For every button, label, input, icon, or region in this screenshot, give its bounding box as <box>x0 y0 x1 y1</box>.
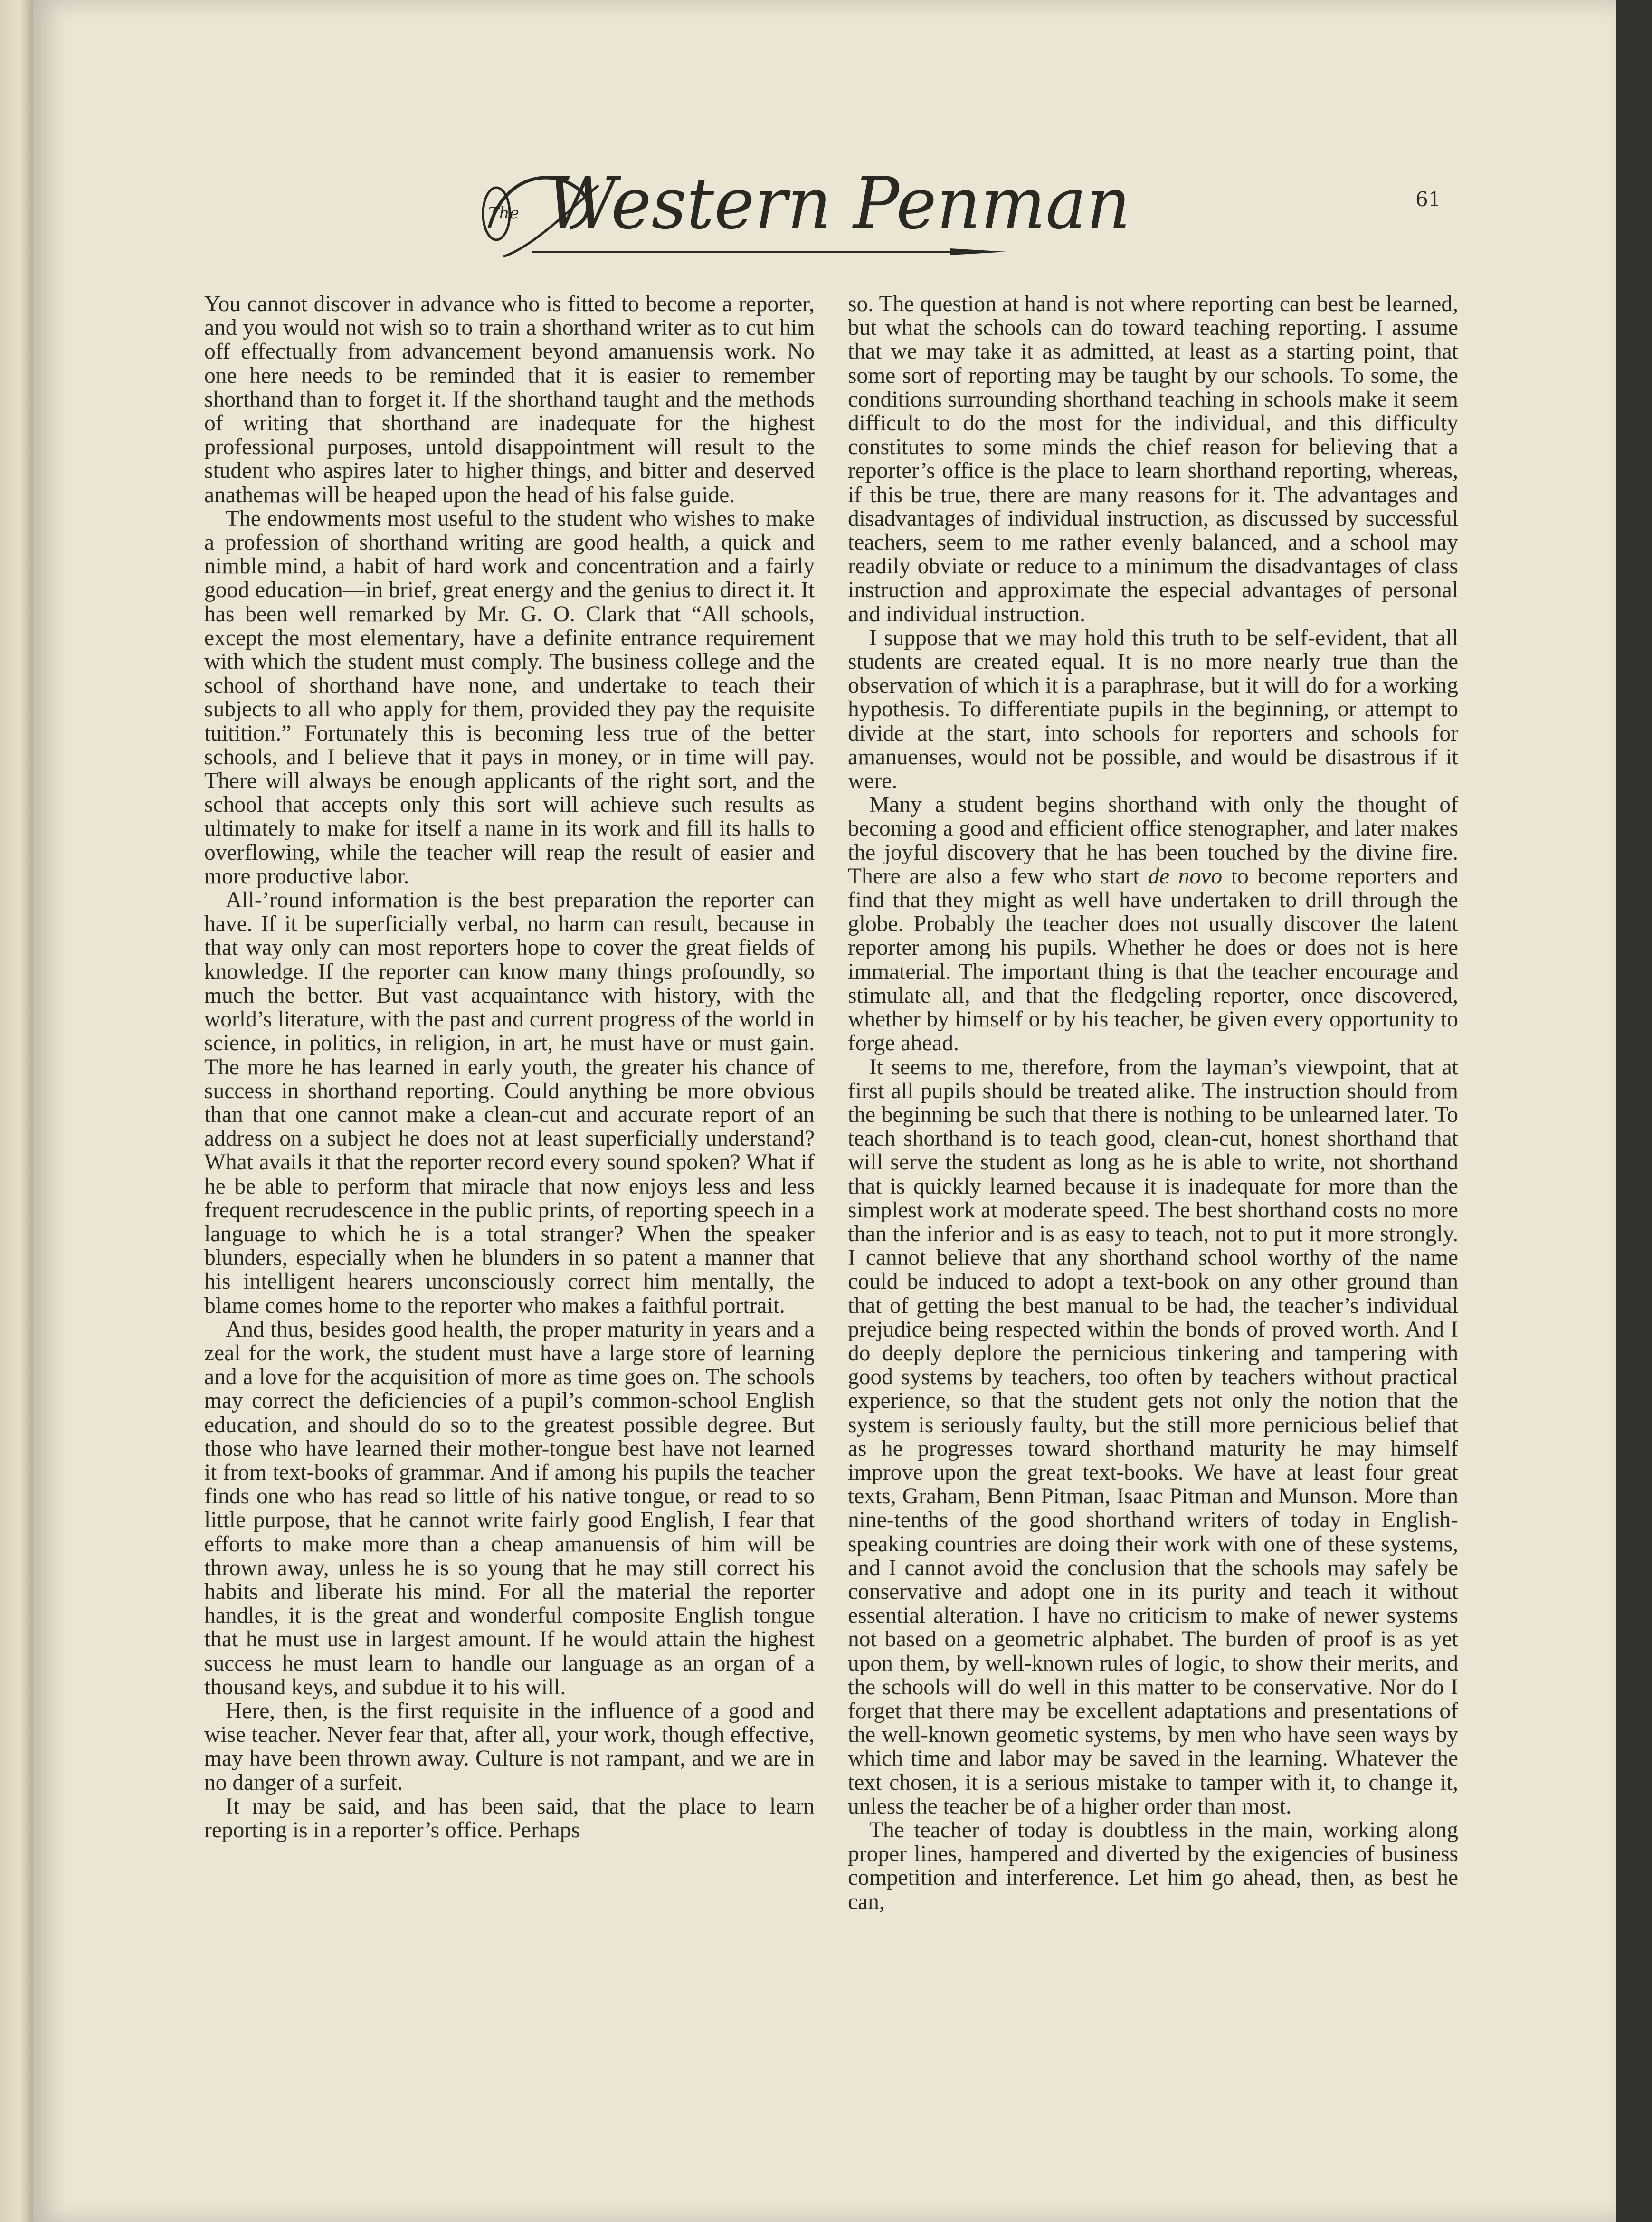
paragraph: You cannot discover in advance who is fitted to become a reporter, and you would not wish so to train a shorthand writer as to cut him off effectually from advancement beyond amanuensis work. No one here needs to be reminded that it is easier to remember shorthand than to forget it. If the shorthand taught and the methods of writing that shorthand are inadequate for the highest professional purposes, untold disappointment will result to the student who aspires later to higher things, and bitter and deserved anathemas will be heaped upon the head of his false guide. <box>204 292 815 507</box>
paragraph: so. The question at hand is not where reporting can best be learned, but what the schools can do toward teaching reporting. I assume that we may take it as admitted, at least as a starting point, that some sort of reporting may be taught by our schools. To some, the conditions surrounding shorthand teaching in schools make it seem difficult to do the most for the individual, and this difficulty constitutes to some minds the chief reason for believing that a reporter’s office is the place to learn shorthand reporting, whereas, if this be true, there are many reasons for it. The advantages and disadvantages of individual instruction, as discussed by successful teachers, seem to me rather evenly balanced, and a school may readily obviate or reduce to a minimum the disadvantages of class instruction and approximate the especial advantages of personal and individual instruction. <box>848 292 1458 627</box>
paragraph-text: to become reporters and find that they might as well have undertaken to drill through the globe. Probably the teacher does not usually discover the latent reporter among his pupils. Whether he does or does not is here immaterial. The important thing is that the teacher encourage and stimulate all, and that the fledgeling reporter, once discovered, whether by himself or by his teacher, be given every opportunity to forge ahead. <box>848 864 1458 1056</box>
masthead <box>475 157 1164 266</box>
paragraph: And thus, besides good health, the proper maturity in years and a zeal for the work, the student must have a large store of learning and a love for the acquisition of more as time goes on. The schools may correct the deficiencies of a pupil’s common-school English education, and should do so to the greatest possible degree. But those who have learned their mother-tongue best have not learned it from text-books of grammar. And if among his pupils the teacher finds one who has read so little of his native tongue, or read to so little purpose, that he cannot write fairly good English, I fear that efforts to make more than a cheap amanuensis of him will be thrown away, unless he is so young that he may still correct his habits and liberate his mind. For all the material the reporter handles, it is the great and wonderful composite English tongue that he must use in largest amount. If he would attain the highest success he must learn to handle our language as an organ of a thousand keys, and subdue it to his will. <box>204 1317 815 1700</box>
paragraph-text: Many a student begins shorthand with only the thought of becoming a good and efficient office stenographer, and later makes the joyful discovery that he has been touched by the divine fire. There are also a few who start <box>848 792 1458 889</box>
masthead-logo <box>475 157 1164 266</box>
paragraph: All-’round information is the best preparation the reporter can have. If it be superficially verbal, no harm can result, because in that way only can most reporters hope to cover the great fields of knowledge. If the reporter can know many things profoundly, so much the better. But vast acquaintance with history, with the world’s literature, with the past and current progress of the world in science, in politics, in religion, in art, he must have or must gain. The more he has learned in early youth, the greater his chance of success in shorthand reporting. Could anything be more obvious than that one cannot make a clean-cut and accurate report of an address on a subject he does not at least superficially understand? What avails it that the reporter record every sound spoken? What if he be able to perform that miracle that now enjoys less and less frequent recrudescence in the public prints, of reporting speech in a language to which he is a total stranger? When the speaker blunders, especially when he blunders in so patent a manner that his intelligent hearers unconsciously correct him mentally, the blame comes home to the reporter who makes a faithful portrait. <box>204 888 815 1318</box>
paragraph: I suppose that we may hold this truth to be self-evident, that all students are created equal. It is no more nearly true than the observation of which it is a paraphrase, but it will do for a working hypothesis. To differentiate pupils in the beginning, or attempt to divide at the start, into schools for reporters and schools for amanuenses, would not be possible, and would be disastrous if it were. <box>848 625 1458 794</box>
paragraph: Here, then, is the first requisite in the influence of a good and wise teacher. Never fear that, after all, your work, though effective, may have been thrown away. Culture is not rampant, and we are in no danger of a surfeit. <box>204 1698 815 1795</box>
scanner-edge <box>1616 0 1652 2222</box>
article-right-column <box>848 292 1458 1914</box>
masthead-ornament: The <box>488 204 519 223</box>
facing-page-edge <box>0 0 33 2222</box>
masthead-title: Western Penman <box>546 162 1130 245</box>
italic-phrase: de novo <box>1148 864 1223 889</box>
paragraph: It seems to me, therefore, from the layman’s viewpoint, that at first all pupils should be treated alike. The instruction should from the beginning be such that there is nothing to be unlearned later. To teach shorthand is to teach good, clean-cut, honest shorthand that will serve the student as long as he is able to write, not shorthand that is quickly learned because it is inadequate for more than the simplest work at moderate speed. The best shorthand costs no more than the inferior and is as easy to teach, not to put it more strongly. I cannot believe that any shorthand school worthy of the name could be induced to adopt a text-book on any other ground than that of getting the best manual to be had, the teacher’s individual prejudice being respected within the bonds of proved worth. And I do deeply deplore the pernicious tinkering and tampering with good systems by teachers, too often by teachers without practical experience, so that the student gets not only the notion that the system is seriously faulty, but the still more pernicious belief that as he progresses toward shorthand maturity he may himself improve upon the great text-books. We have at least four great texts, Graham, Benn Pitman, Isaac Pitman and Munson. More than nine-tenths of the good shorthand writers of today in English-speaking countries are doing their work with one of these systems, and I cannot avoid the conclusion that the schools may safely be conservative and adopt one in its purity and teach it without essential alteration. I have no criticism to make of newer systems not based on a geometric alphabet. The burden of proof is as yet upon them, by well-known rules of logic, to show their merits, and the schools will do well in this matter to be conservative. Nor do I forget that there may be excellent adaptations and presentations of the well-known geometic systems, by men who have seen ways by which time and labor may be saved in the learning. Whatever the text chosen, it is a serious mistake to tamper with it, to change it, unless the teacher be of a higher order than most. <box>848 1054 1458 1819</box>
paragraph: It may be said, and has been said, that the place to learn reporting is in a reporter’s office. Perhaps <box>204 1794 815 1842</box>
article-left-column <box>204 292 815 1842</box>
paragraph: The endowments most useful to the student who wishes to make a profession of shorthand writing are good health, a quick and nimble mind, a habit of hard work and concentration and a fairly good education—in brief, great energy and the genius to direct it. It has been well remarked by Mr. G. O. Clark that “All schools, except the most elementary, have a definite entrance requirement with which the student must comply. The business college and the school of shorthand have none, and undertake to teach their subjects to all who apply for them, provided they pay the requisite tuitition.” Fortunately this is becoming less true of the better schools, and I believe that it pays in money, or in time will pay. There will always be enough applicants of the right sort, and the school that accepts only this sort will achieve such results as ultimately to make for itself a name in its work and fill its halls to overflowing, while the teacher will reap the result of easier and more productive labor. <box>204 506 815 889</box>
paragraph: The teacher of today is doubtless in the main, working along proper lines, hampered and diverted by the exigencies of business competition and interference. Let him go ahead, then, as best he can, <box>848 1818 1458 1914</box>
page-number: 61 <box>1415 188 1441 211</box>
paragraph <box>848 793 1458 1055</box>
